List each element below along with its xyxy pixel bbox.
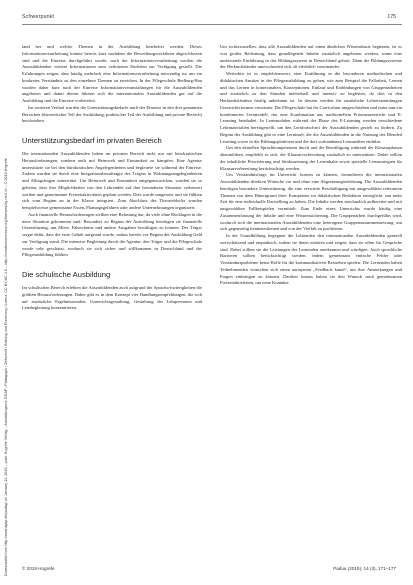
paragraph: Um sicherzustellen, dass alle Auszubildenden auf einen ähnlichen Wissensbasis beginnen, ist es von großer Bedeutung, dass grundlegende Inhalte zusätzlich angeboten werden, wenn eine umfassende Einführung in das Bildungssystem in Deutschland gehört. Dann die Bildungssysteme der Herkunftsländer unterscheiden sich oft erheblich voneinander. <box>220 44 402 70</box>
page-number: 175 <box>387 14 396 20</box>
running-header <box>22 14 402 25</box>
left-column <box>22 44 202 312</box>
copyright: © 2019 Hogrefe <box>22 566 55 571</box>
right-column <box>220 44 402 287</box>
paragraph: Im schulischen Bereich erlebten die Auszubildenden auch aufgrund der Sprachschwierigkeiten die größten Herausforderungen. Daher gibt es in dem Konzept vier Handlungsempfehlungen, die sich auf zusätzliche Ergebnisstunden, Unterrichtsgestaltung, Gestaltung der Lehrpersonen und Lernbegleitung konzentrieren. <box>22 285 202 311</box>
journal-citation: Padua (2019), 14 (3), 171–177 <box>333 566 396 571</box>
paragraph: Weiterhin ist es empfehlenswert, eine Einführung in die besonderen methodischen und didaktischen Ansätze in der Pflegeausbildung zu geben, wie zum Beispiel die Fallarbeit, Lernen und das Lernen in kontextnahen, Konzeptionen, Einlauf und Einbindungen von Gruppenarbeiten und zusätzlich zu den Stunden individuell und intensiv zu begleiten, da dies in den Herkunftsländern häufig unbekannt ist. In diesem werden für zusätzliche Lehrersammlungen Unterrichtsformen vertrauter. Die Pflegeschule hat ihr Curriculum umgeschrieben und nutzt nun ein kombiniertes Lernmodell, das eine Kombination aus traditionellem Präsenzunterricht und E-Learning beinhaltet. In Lernmodulen während der Phase des E-Learning werden verschiedene Lehrmaterialien bereitgestellt, um den Lernfortschritt der Auszubildenden gezielt zu fördern. Zu Beginn der Ausbildung gibt es eine Lerninsel, die die Auszubildenden in die Nutzung des Blended Learning sowie in die Bildungsplattform und die dort vorhandenen Lernmedien einführt. <box>220 71 402 144</box>
paragraph: In der Grundbildung begegnen die Lehrenden den internationalen Auszubildenden generell wertschätzend und empathisch, indem sie ihnen zuhören und zeigen, dass sie offen für Gespräche sind. Dabei sollten sie die Leistungen der Lernenden anerkennen und würdigen. Auch sprachliche Barrieren sollten berücksichtigt werden, indem gemeinsam einfache Fehler oder Verständnisprobleme keine Rolle für die kommunikativen Bestreben spielen. Die Lernenden haben Teilnehmenden wünschen sich einen anonymen „Feedback kanal“, um ihre Anmerkungen und Fragen einbringen zu können. Darüber hinaus haben sie den Wunsch nach gemeinsamen Freizeitaktivitäten, um neue Kontakte <box>220 233 402 286</box>
section-heading-private: Unterstützungsbedarf im privaten Bereich <box>22 136 162 145</box>
paragraph: Im weiteren Verlauf wurden die Unterstützungsbedarfe nach der Einreise in den drei genannten Bereichen (theoretischer Teil der Ausbildung, praktischer Teil der Ausbildung und private Bereich) beschrieben. <box>22 104 202 124</box>
section-heading-school: Die schulische Ausbildung <box>22 270 111 279</box>
section-label: Schwerpunkt <box>22 14 55 20</box>
paragraph: Um den aktuellen Sprachkompetenzen durch und die Bewältigung während der Klausurphasen abzumildern, empfiehlt es sich, die Klausurvorbereitung zusätzlich zu unterstützen. Dabei sollten die inhaltliche Priorisierung und Strukturierung der Lerninhalte sowie spezielle Lernstrategien für Klausurvorbereitung berücksichtigt werden. <box>220 145 402 171</box>
paragraph: Die internationalen Auszubildenden haben im privaten Bereich nicht nur mit bürokratischen Herausforderungen, sondern auch mit Heimweh und Einsamkeit zu kämpfen. Eine Agentur unterstützte sie bei den bürokratischen Angelegenheiten und begleitete sie während der Einreise. Zudem wurden sie durch eine Integrationsbeauftragte des Trägers in Wohnungsangelegenheiten und Alltagsfragen unterstützt. Um Heimweh und Einsamkeit entgegenzuwirken, wurden sie so gebeten, dass ihre Möglichkeiten von den Lehrenden auf ihre besonderen Situation verbessert werden und gemeinsame Freizeitaktivitäten geplant werden. Dies wurde umgesetzt und sie fühlten sich vom Beginn an in der Klasse integriert. Zum Abschluss des Theorieblocks wurden beispielsweise gemeinsame Essen, Planungsgefahren oder andere Unternehmungen organisiert. <box>22 151 202 210</box>
paragraph: Auch finanzielle Herausforderungen stellten eine Belastung dar, da viele ohne Rücklagen in die neue Situation gekommen sind. Besonders zu Beginn der Ausbildung benötigen sie finanzielle Unterstützung, um Miete, Fahrscheine und andere Ausgaben bewältigen zu können. Der Träger sorgte dafür, dass die erste Gehalt aufgrund wurde, sodass bereits vor Beginn der Ausbildung Geld zur Verfügung stand. Die intensive Begleitung durch die Agentur, den Träger und die Pflegeschule wurde sehr geschätzt, wodurch sie sich sicher und willkommen in Deutschland und der Pflegeausbildung fühlten. <box>22 211 202 258</box>
paragraph: land her und welche Themen in der Ausbildung bearbeitet werden. Dieses Informationsverarbeitung könnte bereits kurz nachdem die Bewerbungsverfahren abgeschlossen sind und die Einreise durchgeführt wurde, nach der Informationsverarbeitung werden die Auszubildenden weitere Informationen zum verkürzten Einleiten zur Verfügung gestellt. Die Erfahrungen zeigen, dass häufig mehrfach eine Informationsverarbeitung notwendig ist, um ein konkretes Verständnis zu den einzelnen Themen zu erreichen. In der Pflegeschule Bedburg-Hau wurden daher kurz nach der Einreise Informationsveranstaltungen für die Auszubildenden angeboten und damit diesen führten sich die internationalen Auszubildenden gut auf die Ausbildung und die Einreise vorbereitet. <box>22 44 202 103</box>
download-notice: Downloaded from http://www.dgap.de/padag/ on January 14, 2019 – publ. Hogrefe Verlag – Ausbildungsort: DGAP / Pädagogik / Zeitschrift / Bildung und Erziehung / Lizenz: CC BY-NC 4.0 – http://creativecommons.org/licenses/by-nc/4.0/ – © 2019 Hogrefe <box>4 158 8 576</box>
paragraph: Um Verständnisfrage im Unterricht formen zu können, formulieren die internationalen Auszubildenden direkten Wünsche vor und ohne eine Abgrenzungserfahrung. Die Auszubildenden benötigen besondere Unterstützung, die eine verwirrte Beschäftigung mit ausgewählten relevanten Themen von dem Hintergrund ihrer Kompetenz im didaktischen Reduktion ermöglicht, um mehr Zeit für eine individuelle Darstellung zu haben. Die Inhalte werden anschaulich aufbereitet und mit ausgewählten Fallbeispielen vermittelt. Zum Ende eines Unterrichts wurde häufig eine Zusammenfassung der Inhalte und eine Wissenssicherung. Die Gruppenarbeit durchgeführt wird, wodurch sich die internationalen Auszubildenden eine heterogene Gruppenzusammensetzung, um sich gegenseitig kennenzulernen und von der Vielfalt zu profitieren. <box>220 172 402 232</box>
side-margin-note <box>2 8 12 576</box>
